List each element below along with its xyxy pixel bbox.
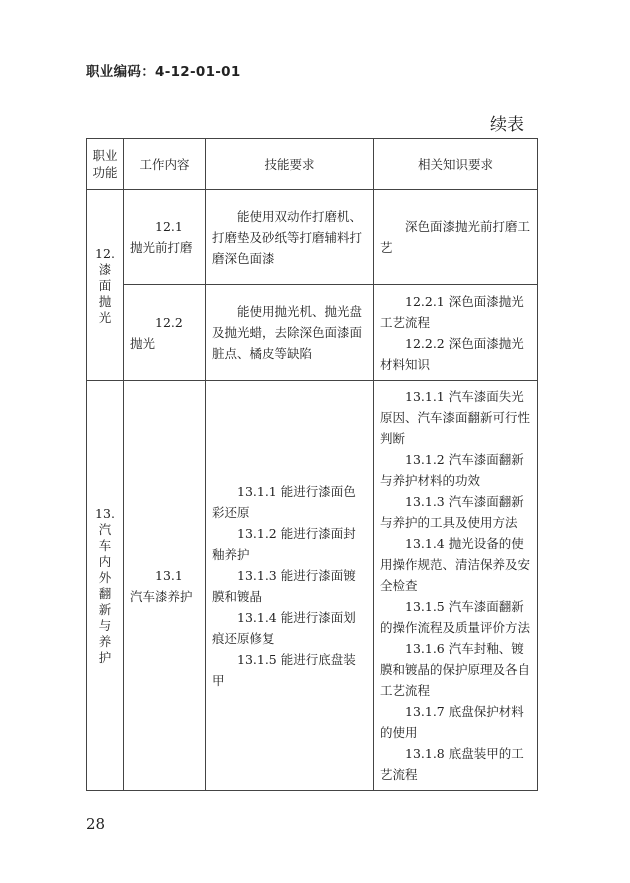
work-cell bbox=[124, 285, 206, 381]
function-cell bbox=[87, 381, 124, 791]
skill-cell bbox=[206, 190, 374, 285]
function-cell bbox=[87, 190, 124, 381]
function-name: 漆面抛光 bbox=[98, 261, 112, 325]
knowledge-item: 13.1.4 抛光设备的使用操作规范、清洁保养及安全检查 bbox=[380, 536, 531, 593]
skill-item: 13.1.4 能进行漆面划痕还原修复 bbox=[212, 609, 356, 646]
page-number: 28 bbox=[86, 815, 106, 833]
skill-item: 13.1.2 能进行漆面封釉养护 bbox=[212, 525, 356, 562]
header-work: 工作内容 bbox=[124, 139, 206, 190]
knowledge-item: 13.1.8 底盘装甲的工艺流程 bbox=[380, 746, 524, 782]
table-row bbox=[87, 190, 538, 285]
knowledge-item: 13.1.1 汽车漆面失光原因、汽车漆面翻新可行性判断 bbox=[380, 389, 531, 446]
knowledge-item: 13.1.3 汽车漆面翻新与养护的工具及使用方法 bbox=[380, 494, 524, 530]
table-header-row bbox=[87, 139, 538, 190]
knowledge-cell bbox=[374, 285, 538, 381]
occupation-code: 职业编码：4-12-01-01 bbox=[86, 64, 241, 80]
skill-text: 能使用双动作打磨机、打磨垫及砂纸等打磨辅料打磨深色面漆 bbox=[212, 208, 363, 266]
knowledge-item: 12.2.1 深色面漆抛光工艺流程 bbox=[380, 293, 524, 330]
work-cell bbox=[124, 190, 206, 285]
work-cell bbox=[124, 381, 206, 791]
table-row bbox=[87, 381, 538, 791]
knowledge-item: 13.1.6 汽车封釉、镀膜和镀晶的保护原理及各自工艺流程 bbox=[380, 641, 531, 698]
header-function bbox=[87, 139, 124, 190]
knowledge-cell bbox=[374, 381, 538, 791]
work-text: 13.1 汽车漆养护 bbox=[130, 567, 193, 604]
work-text: 12.1 抛光前打磨 bbox=[130, 219, 193, 255]
continued-label: 续表 bbox=[490, 115, 524, 135]
knowledge-cell bbox=[374, 190, 538, 285]
knowledge-item: 13.1.7 底盘保护材料的使用 bbox=[380, 704, 524, 740]
function-number: 12. bbox=[95, 245, 115, 261]
work-text: 12.2 抛光 bbox=[130, 314, 183, 351]
skill-item: 13.1.1 能进行漆面色彩还原 bbox=[212, 483, 356, 520]
skill-item: 13.1.3 能进行漆面镀膜和镀晶 bbox=[212, 567, 356, 604]
knowledge-item: 深色面漆抛光前打磨工艺 bbox=[380, 219, 531, 255]
table-row bbox=[87, 285, 538, 381]
skill-item: 13.1.5 能进行底盘装甲 bbox=[212, 651, 356, 688]
knowledge-item: 13.1.2 汽车漆面翻新与养护材料的功效 bbox=[380, 452, 524, 488]
header-function-l2: 功能 bbox=[92, 165, 118, 180]
skill-cell bbox=[206, 285, 374, 381]
function-name: 汽车内外翻新与养护 bbox=[98, 522, 112, 665]
skill-text: 能使用抛光机、抛光盘及抛光蜡，去除深色面漆面脏点、橘皮等缺陷 bbox=[212, 304, 363, 361]
function-number: 13. bbox=[95, 506, 115, 521]
knowledge-item: 12.2.2 深色面漆抛光材料知识 bbox=[380, 335, 524, 372]
skills-table bbox=[86, 138, 538, 791]
header-knowledge: 相关知识要求 bbox=[374, 139, 538, 190]
knowledge-item: 13.1.5 汽车漆面翻新的操作流程及质量评价方法 bbox=[380, 599, 531, 635]
header-skill: 技能要求 bbox=[206, 139, 374, 190]
skill-cell bbox=[206, 381, 374, 791]
header-function-l1: 职业 bbox=[92, 148, 118, 163]
